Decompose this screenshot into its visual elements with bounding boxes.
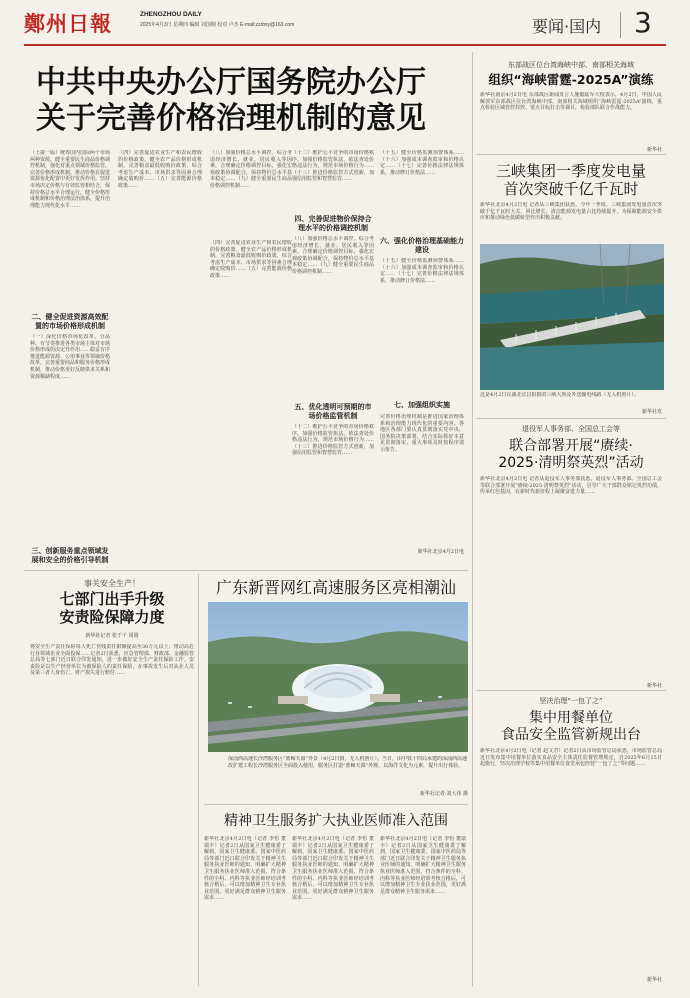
qingming-headline-line1: 联合部署开展“赓续· <box>509 438 633 454</box>
lead-subhead-4: 四、完善促进物价保持合理水平的价格调控机制 <box>294 214 372 232</box>
lead-body-col1b: （一）深化价格市场化改革。分品种、有节奏推进各类市场主体对市场价格形成的决定性作用……稳妥有序推进能源资源、公用事业等领域价格改革，完善重要商品和服务价格形成机制，推动价格更好反映供求关系和资源稀缺程度…… <box>30 334 110 380</box>
page-number: 3 <box>634 6 652 39</box>
east-theater-body: 新华社南京4月2日电 东部战区新闻发言人施毅陆军大校表示，4月2日，中国人民解放军东部战区位台湾海峡中部、南部相关海域组织“海峡雷霆-2025A”演练，重点检验区域管控封控、要点目标打击等课目，检验部队联合作战能力。 <box>480 92 662 112</box>
insurance-body: 将安全生产责任保险每人死亡伤残责任限额提高至30万元以上；推动高危行业领域企业全面投保……记者2日获悉，应急管理部、财政部、金融监管总局等七部门近日联合印发通知，进一步做好安全生产责任保险工作。安责险是以生产经营单位为被保险人的责任保险，在事故发生后对从业人员及第三者人身伤亡、财产损失进行赔付…… <box>30 644 194 677</box>
expressway-photo-illustration <box>208 602 468 752</box>
three-gorges-dam-illustration <box>480 244 664 390</box>
insurance-byline: 新华社记者 张千千 周圆 <box>85 633 139 639</box>
lead-body-col5c: 完善价格治理机制是推进国家治理体系和治理能力现代化的重要内容。各地区各部门要认真贯彻落实党中央、国务院决策部署，结合实际抓好本意见贯彻落实，重大事项及时按程序请示报告。 <box>380 414 464 453</box>
east-theater-headline: 组织“海峡雷霆-2025A”演练 <box>488 72 654 87</box>
lead-body-col1a: （上接一版）统筹国内国际两个市场两种资源，健全重要民生商品价格调控机制，强化对重点领域价格监管，完善价格形成机制，推动价格在促进资源优化配置中更好发挥作用。坚持市场决定价格与有效监管相结合，保持价格总水平合理运行，健全价格形成机制和价格治理法治体系，提升治理能力现代化水平…… <box>30 150 110 209</box>
lead-body-col3a: （八）加强价格总水平调控。综合考虑经济增长、就业、居民收入等因素，合理确定价格调控目标，强化宏观政策协调配合，保持物价总水平基本稳定……（九）健全重要民生商品价格调控机制…… <box>210 150 292 189</box>
qingming-kicker: 退役军人事务部、全国总工会等 <box>522 425 620 433</box>
expressway-photo <box>208 602 468 752</box>
three-gorges-body: 新华社北京4月2日电 记者从三峡集团获悉，今年一季度，三峡集团发电量首次突破千亿千瓦时大关，同比增长，清洁能源发电量占比持续提升，为保障能源安全供应和推动绿色低碳转型作出积极贡献。 <box>480 202 662 222</box>
food-safety-kicker: 坚决治理“一包了之” <box>539 697 603 705</box>
lead-body-col4b: （八）加强价格总水平调控。综合考虑经济增长、就业、居民收入等因素，合理确定价格调控目标，强化宏观政策协调配合，保持物价总水平基本稳定……（九）健全重要民生商品价格调控机制…… <box>292 236 374 275</box>
mental-health-body-col1: 新华社北京4月2日电（记者 李恒 董瑞丰）记者2日从国家卫生健康委了解到，国家卫生健康委、国家中医药局等部门近日联合印发关于精神卫生服务执业医师的通知，明确扩大精神卫生服务执业医师准入范围，符合条件的全科、内科等执业医师经培训考核合格后，可以增加精神卫生专业执业范围，更好满足群众精神卫生服务需求…… <box>204 836 286 902</box>
section-divider <box>620 12 621 38</box>
insurance-right-rule <box>198 574 199 986</box>
qingming-headline-line2: 2025·清明祭英烈”活动 <box>498 455 644 471</box>
section-name: 要闻·国内 <box>532 17 602 36</box>
lead-body-col5a: （十五）健全价格监测预警体系……（十六）加强成本调查监审和价格认定……（十七）完善价格法律法规体系，推动修订价格法…… <box>380 150 464 176</box>
three-gorges-photo <box>480 244 664 390</box>
food-safety-headline-line1: 集中用餐单位 <box>529 710 613 726</box>
masthead-rule <box>24 44 666 46</box>
insurance-headline-line1: 七部门出手升级 <box>59 590 165 608</box>
qingming-credit: 新华社 <box>646 683 662 689</box>
three-gorges-headline-line2: 首次突破千亿千瓦时 <box>503 180 639 198</box>
lead-subhead-3: 三、创新服务重点领域发展和安全的价格引导机制 <box>31 546 109 564</box>
lead-subhead-2: 二、健全促进资源高效配置的市场价格形成机制 <box>31 312 109 330</box>
food-safety-headline-line2: 食品安全监管新规出台 <box>501 727 641 743</box>
lead-subhead-7: 七、加强组织实施 <box>394 400 450 409</box>
newspaper-logo: 鄭州日報 <box>24 11 112 36</box>
food-safety-body: 新华社北京4月2日电（记者 赵文君）记者2日从市场监管总局获悉，市场监管总局近日发布集中用餐单位落实食品安全主体责任监督管理规定，自2025年6月15日起施行，坚决治理学校等集中用餐单位食堂承包经营“一包了之”等问题…… <box>480 748 662 768</box>
east-theater-bottom-rule <box>476 154 666 155</box>
mental-health-body-col3: 新华社北京4月2日电（记者 李恒 董瑞丰）记者2日从国家卫生健康委了解到，国家卫生健康委、国家中医药局等部门近日联合印发关于精神卫生服务执业医师的通知，明确扩大精神卫生服务执业医师准入范围，符合条件的全科、内科等执业医师经培训考核合格后，可以增加精神卫生专业执业范围，更好满足群众精神卫生服务需求…… <box>380 836 466 895</box>
right-column-rule <box>472 52 473 986</box>
expressway-caption: 深汕西高速长沙湾服务区“蓝鲸天幕”外景（4月2日摄，无人机照片）。当日，由中铁十四局承建的深汕西高速改扩建工程长沙湾服务区全面投入使用，服务区打造“蓝鲸天幕”外观，以海洋文化为元素，提升出行体验。 <box>228 756 467 769</box>
lead-headline-line1: 中共中央办公厅国务院办公厅 <box>36 65 426 100</box>
expressway-headline: 广东新晋网红高速服务区亮相潮汕 <box>215 578 456 597</box>
three-gorges-headline-line1: 三峡集团一季度发电量 <box>495 162 646 180</box>
insurance-kicker: 事关安全生产！ <box>84 579 140 588</box>
lead-body-col4a: （十二）维护公平竞争的市场价格秩序。加强价格监管执法，依法查处价格违法行为，规范市场价格行为……（十三）推进价格监管方式创新，加强信用监管和智慧监管…… <box>292 150 374 183</box>
qingming-bottom-rule <box>476 690 666 691</box>
expressway-bottom-rule <box>204 804 468 805</box>
mental-health-body-col2: 新华社北京4月2日电（记者 李恒 董瑞丰）记者2日从国家卫生健康委了解到，国家卫生健康委、国家中医药局等部门近日联合印发关于精神卫生服务执业医师的通知，明确扩大精神卫生服务执业医师准入范围，符合条件的全科、内科等执业医师经培训考核合格后，可以增加精神卫生专业执业范围，更好满足群众精神卫生服务需求…… <box>292 836 374 902</box>
lead-subhead-5: 五、优化透明可预期的市场价格监管机制 <box>294 402 372 420</box>
lead-body-col2: （四）完善促进农业生产和农民增收的价格政策。健全农产品价格形成机制，完善粮食最低收购价政策，综合考虑生产成本、市场供求等因素合理确定收购价……（五）完善能源价格政策…… <box>118 150 202 189</box>
qingming-body: 新华社北京4月2日电 记者从退役军人事务部获悉，退役军人事务部、全国总工会等联合部署开展“赓续·2025·清明祭英烈”活动，引导广大干部群众铭记英烈功绩，传承红色基因，在新时代新征程上凝聚奋进力量…… <box>480 476 662 496</box>
lead-body-col5b: （十五）健全价格监测预警体系……（十六）加强成本调查监审和价格认定……（十七）完善价格法律法规体系，推动修订价格法…… <box>380 258 464 284</box>
lead-subhead-6: 六、强化价格治理基础能力建设 <box>380 236 464 254</box>
masthead <box>24 6 666 46</box>
east-theater-kicker: 东部战区位台湾海峡中部、南部相关海域 <box>508 61 634 69</box>
food-safety-credit: 新华社 <box>646 977 662 983</box>
east-theater-credit: 新华社 <box>646 147 662 153</box>
expressway-credit: 新华社记者 刘大伟 摄 <box>419 791 468 797</box>
lead-bottom-rule <box>24 570 468 571</box>
three-gorges-caption-credit: 新华社发 <box>641 409 662 415</box>
lead-body-col4c: （十二）维护公平竞争的市场价格秩序。加强价格监管执法，依法查处价格违法行为，规范市场价格行为……（十三）推进价格监管方式创新，加强信用监管和智慧监管…… <box>292 424 374 457</box>
issue-meta: 2025年4月3日 星期四 编辑 刘国刚 校对 卢杰 E-mail:zzrbsy@163.com <box>140 22 295 28</box>
lead-headline-line2: 关于完善价格治理机制的意见 <box>36 101 426 136</box>
mental-health-headline: 精神卫生服务扩大执业医师准入范围 <box>224 813 448 829</box>
lead-body-col3b: （四）完善促进农业生产和农民增收的价格政策。健全农产品价格形成机制，完善粮食最低收购价政策，综合考虑生产成本、市场供求等因素合理确定收购价……（五）完善能源价格政策…… <box>210 240 292 279</box>
insurance-headline-line2: 安责险保障力度 <box>59 608 165 626</box>
lead-credit: 新华社北京4月2日电 <box>417 549 464 555</box>
three-gorges-bottom-rule <box>476 418 666 419</box>
three-gorges-caption: 这是4月2日在湖北宜昌拍摄的三峡大坝及外送输电线路（无人机照片）。 <box>480 392 639 398</box>
newspaper-en-name: ZHENGZHOU DAILY <box>140 11 202 18</box>
